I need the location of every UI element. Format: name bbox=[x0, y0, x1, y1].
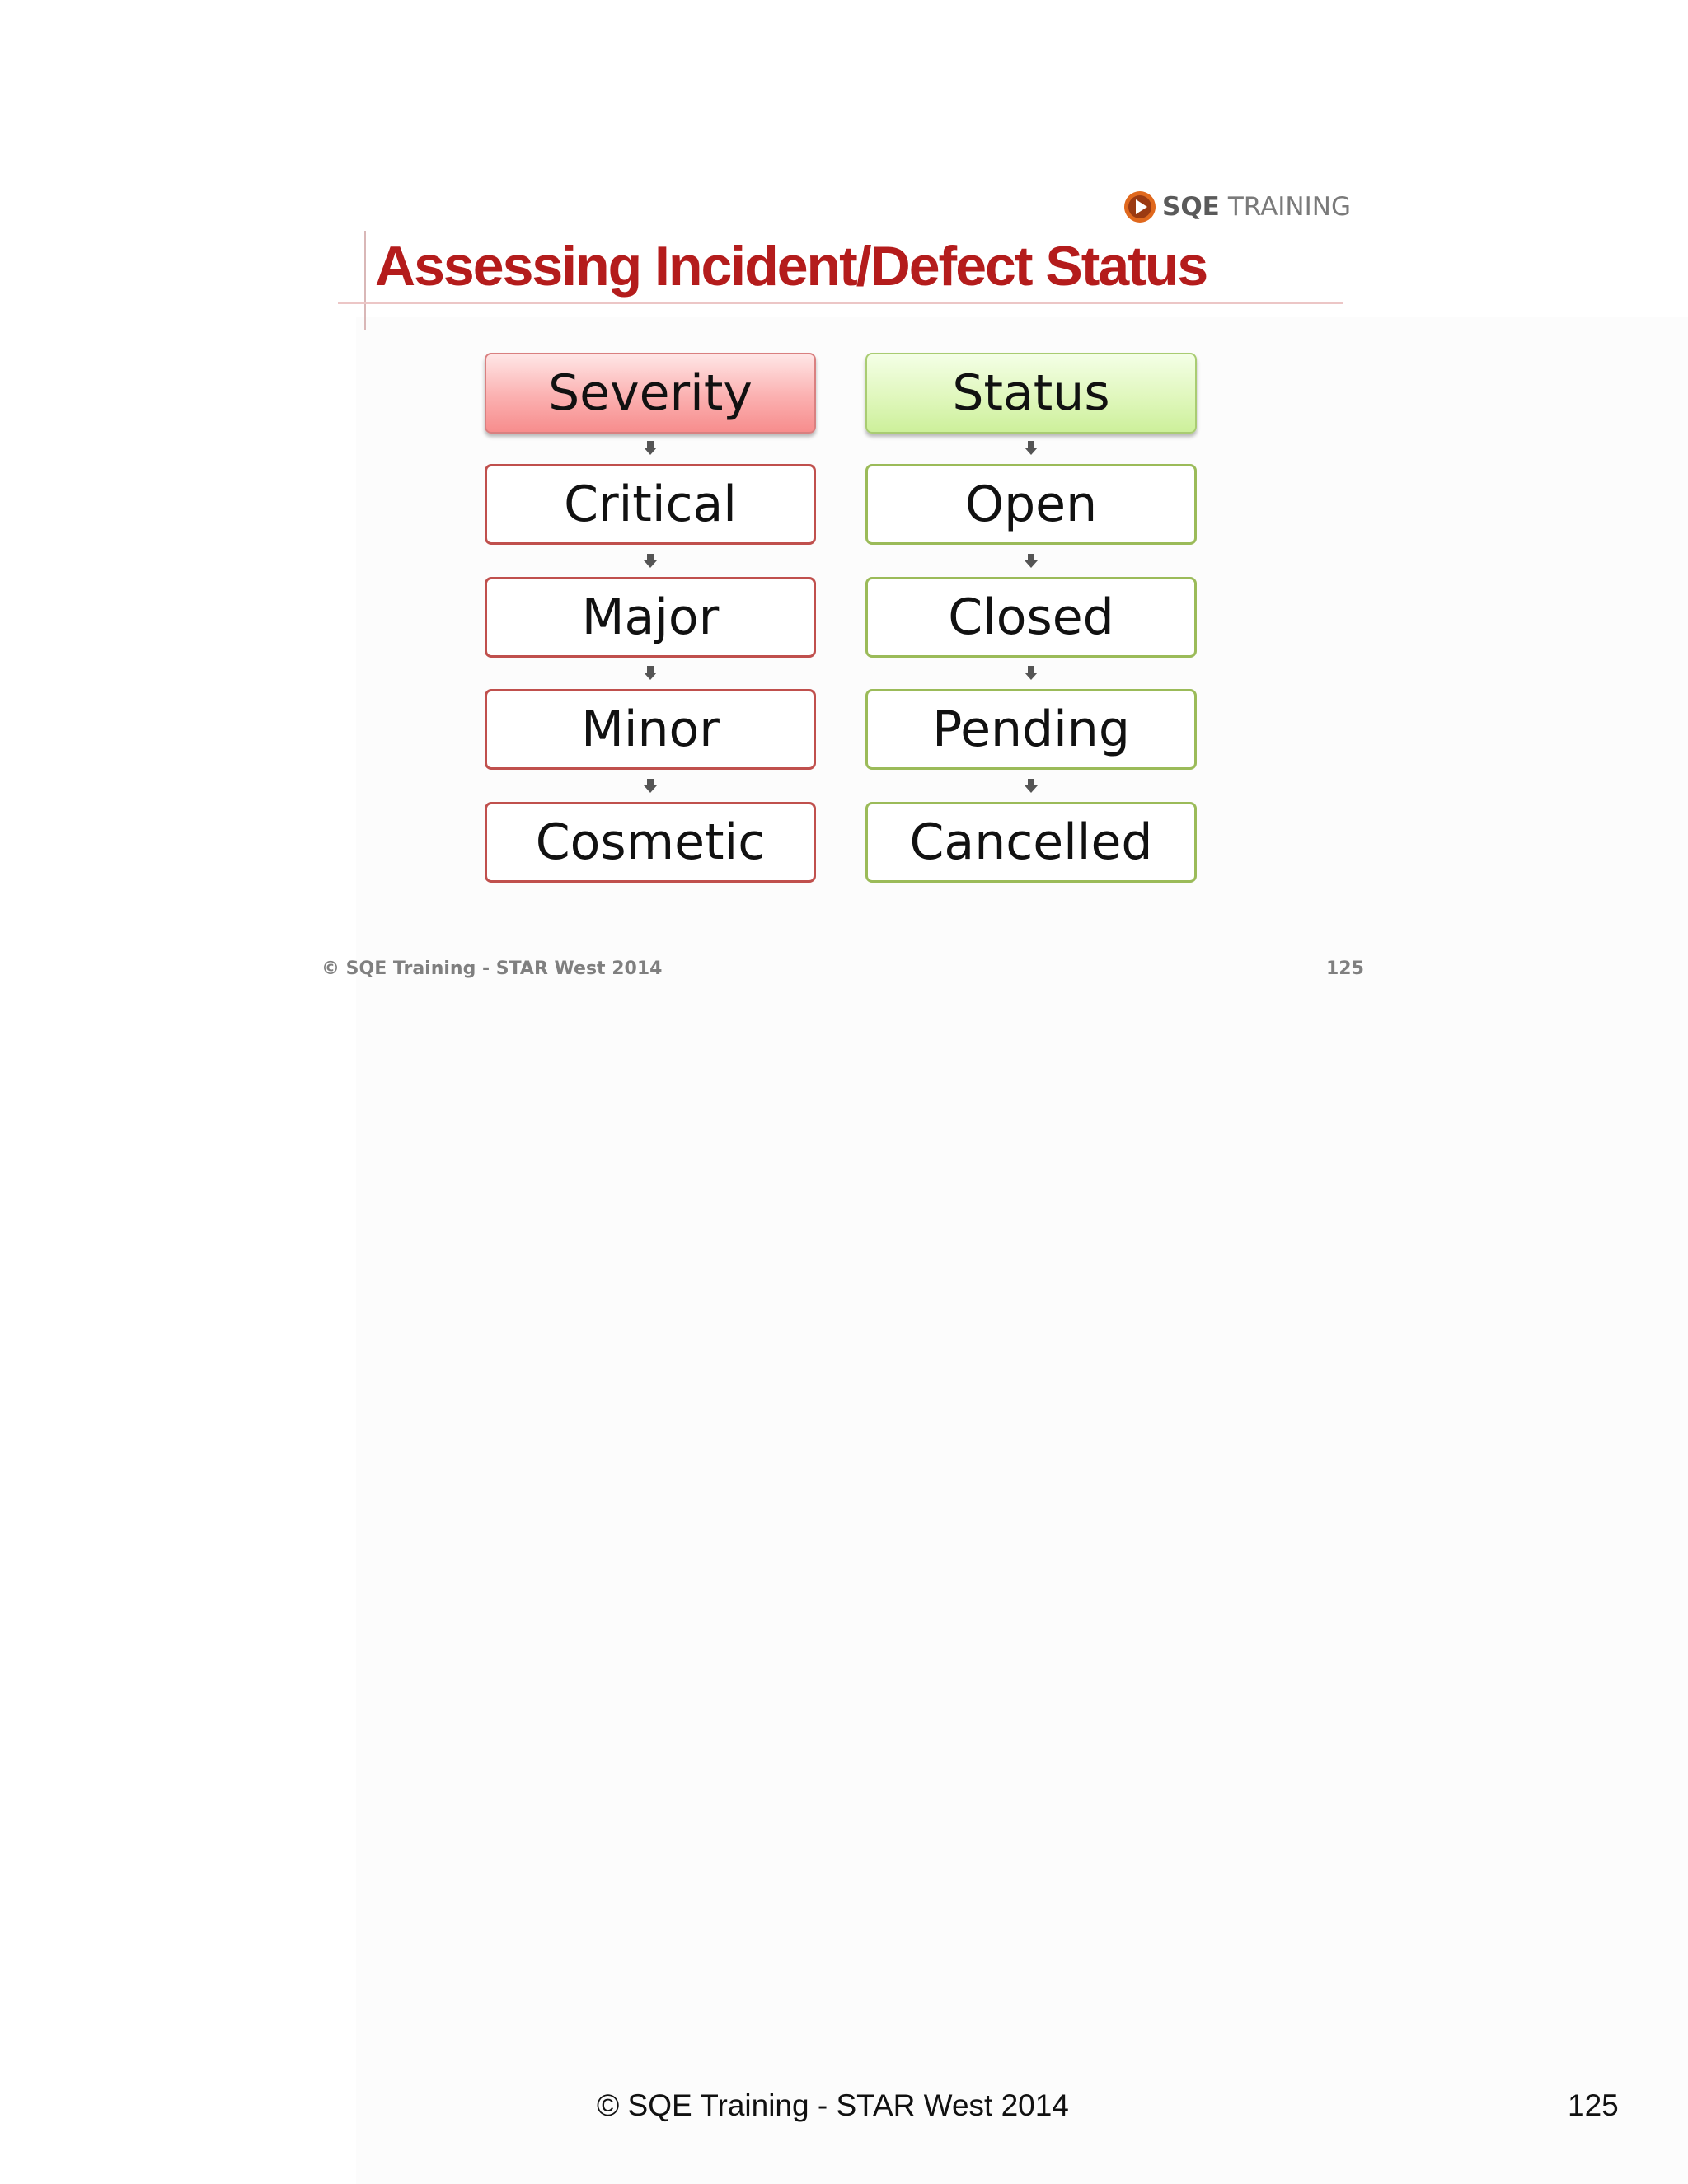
logo-text-sqe: SQE bbox=[1162, 192, 1220, 222]
severity-item-cosmetic: Cosmetic bbox=[485, 802, 816, 883]
arrow-down-icon bbox=[1024, 779, 1039, 794]
title-horizontal-rule bbox=[338, 302, 1343, 304]
status-header-box: Status bbox=[865, 353, 1197, 434]
logo-text-training: TRAINING bbox=[1227, 192, 1351, 222]
status-item-closed: Closed bbox=[865, 577, 1197, 658]
arrow-down-icon bbox=[1024, 441, 1039, 456]
arrow-down-icon bbox=[643, 666, 658, 681]
severity-item-major: Major bbox=[485, 577, 816, 658]
status-item-cancelled: Cancelled bbox=[865, 802, 1197, 883]
arrow-down-icon bbox=[643, 554, 658, 569]
severity-item-minor: Minor bbox=[485, 689, 816, 770]
severity-header-box: Severity bbox=[485, 353, 816, 434]
status-item-pending: Pending bbox=[865, 689, 1197, 770]
title-vertical-rule bbox=[364, 231, 366, 330]
sqe-training-logo bbox=[1123, 188, 1351, 226]
page-footer-page-number: 125 bbox=[1568, 2088, 1619, 2122]
page-footer-copyright: © SQE Training - STAR West 2014 bbox=[597, 2088, 1069, 2122]
status-item-open: Open bbox=[865, 464, 1197, 545]
severity-item-critical: Critical bbox=[485, 464, 816, 545]
slide-footer-page-number: 125 bbox=[1326, 958, 1364, 979]
play-circle-icon bbox=[1123, 190, 1156, 223]
arrow-down-icon bbox=[643, 441, 658, 456]
arrow-down-icon bbox=[1024, 666, 1039, 681]
slide-footer-copyright: © SQE Training - STAR West 2014 bbox=[321, 958, 663, 979]
arrow-down-icon bbox=[643, 779, 658, 794]
arrow-down-icon bbox=[1024, 554, 1039, 569]
slide-title: Assessing Incident/Defect Status bbox=[375, 235, 1207, 298]
